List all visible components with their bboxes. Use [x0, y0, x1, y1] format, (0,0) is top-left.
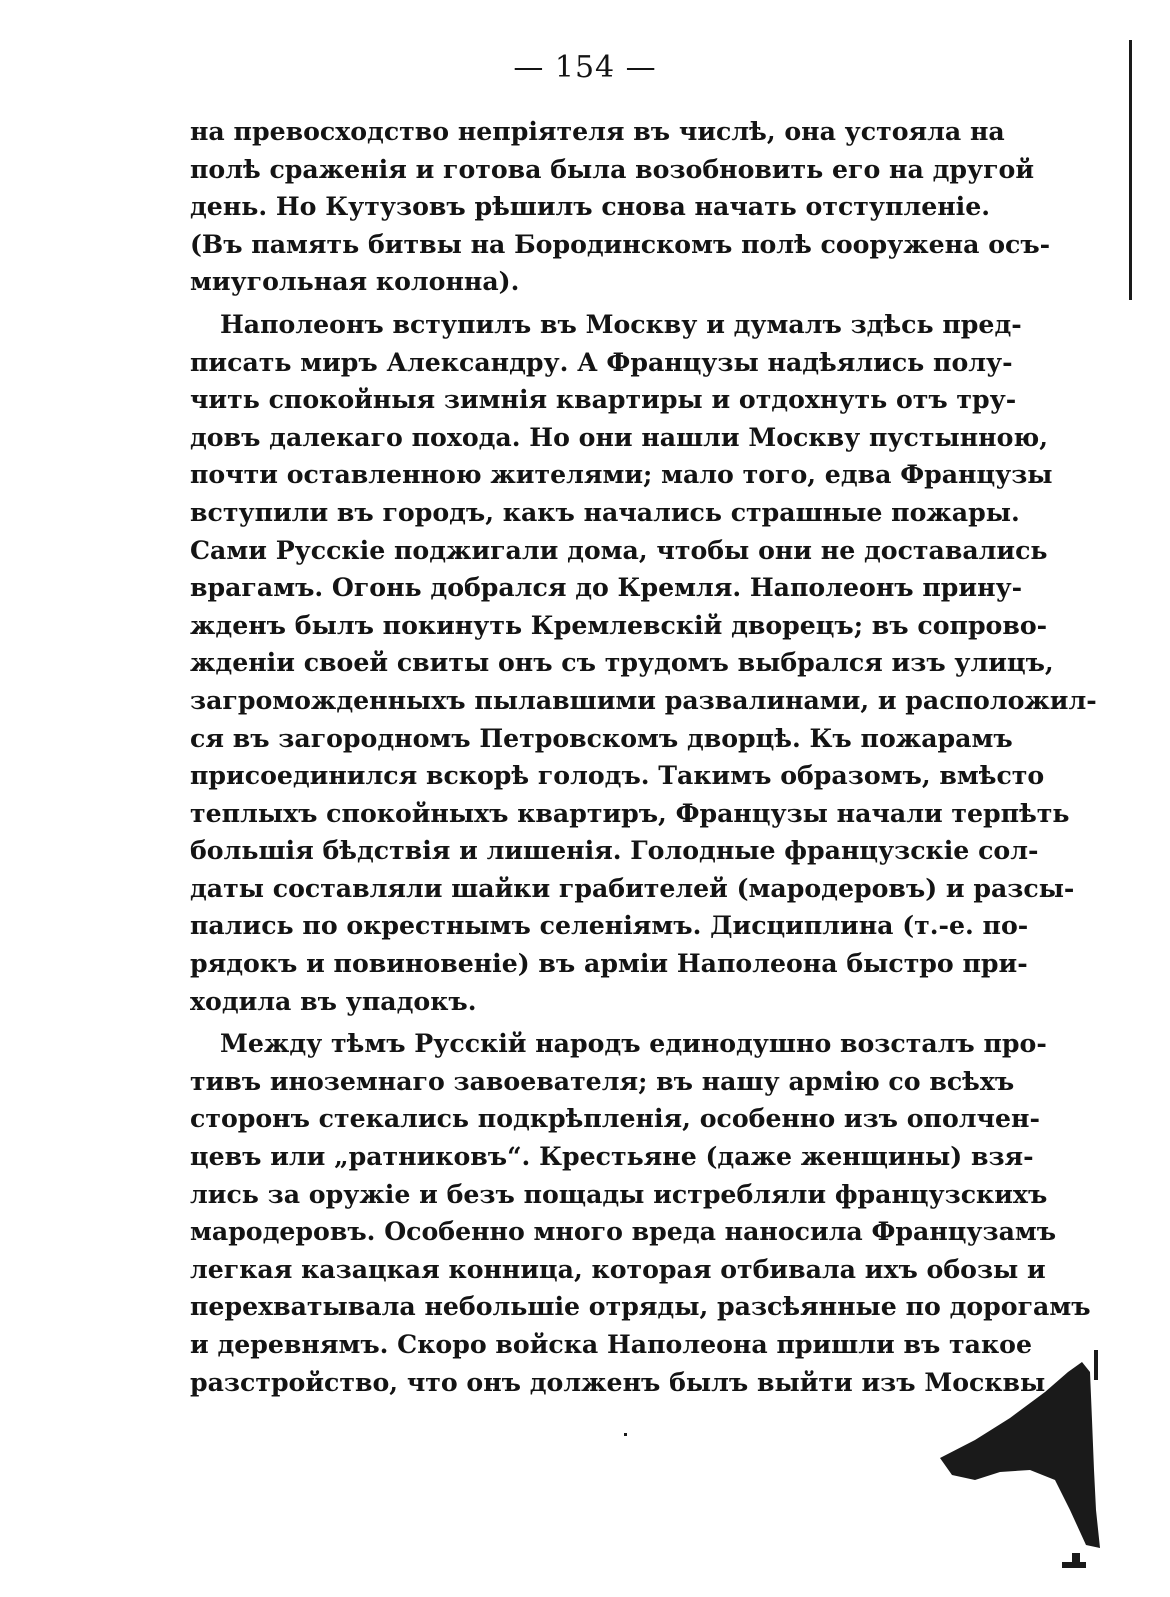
- text-line: большія бѣдствія и лишенія. Голодные французскіе сол-: [190, 835, 1039, 866]
- text-line: Сами Русскіе поджигали дома, чтобы они не доставались: [190, 534, 1048, 565]
- text-line: полѣ сраженія и готова была возобновить его на другой: [190, 153, 1035, 184]
- text-line: ходила въ упадокъ.: [190, 985, 477, 1016]
- text-line: загроможденныхъ пылавшими развалинами, и расположил-: [190, 684, 1097, 715]
- text-line: легкая казацкая конница, которая отбивала ихъ обозы и: [190, 1253, 1046, 1284]
- page-number: — 154 —: [513, 50, 657, 85]
- ink-speck: [1072, 1553, 1080, 1562]
- text-line: теплыхъ спокойныхъ квартиръ, Французы начали терпѣть: [190, 797, 1070, 828]
- text-line: писать миръ Александру. А Французы надѣялись полу-: [190, 346, 1013, 377]
- text-line: миугольная колонна).: [190, 266, 520, 297]
- text-line: на превосходство непріятеля въ числѣ, она устояла на: [190, 116, 1005, 146]
- text-line: присоединился вскорѣ голодъ. Такимъ образомъ, вмѣсто: [190, 760, 1045, 791]
- text-line: перехватывала небольшіе отряды, разсѣянные по дорогамъ: [190, 1291, 1091, 1322]
- text-line: пались по окрестнымъ селеніямъ. Дисциплина (т.-е. по-: [190, 910, 1029, 941]
- text-line: рядокъ и повиновеніе) въ арміи Наполеона быстро при-: [190, 948, 1028, 979]
- text-line: довъ далекаго похода. Но они нашли Москву пустынною,: [190, 421, 1048, 452]
- text-line: день. Но Кутузовъ рѣшилъ снова начать отступленіе.: [190, 191, 991, 222]
- ink-blot-shape: [940, 1362, 1100, 1548]
- text-line: почти оставленною жителями; мало того, едва Французы: [190, 459, 1053, 490]
- text-line: мародеровъ. Особенно много вреда наносила Французамъ: [190, 1216, 1057, 1247]
- text-line: жденъ былъ покинуть Кремлевскій дворецъ; въ сопрово-: [190, 609, 1048, 640]
- text-line: врагамъ. Огонь добрался до Кремля. Наполеонъ прину-: [190, 572, 1023, 603]
- text-line: и деревнямъ. Скоро войска Наполеона пришли въ такое: [190, 1329, 1032, 1359]
- text-line: цевъ или „ратниковъ“. Крестьяне (даже женщины) взя-: [190, 1141, 1034, 1172]
- ink-speck: [1062, 1562, 1086, 1568]
- text-line: разстройство, что онъ долженъ былъ выйти изъ Москвы: [190, 1366, 1046, 1397]
- text-line: тивъ иноземнаго завоевателя; въ нашу армію со всѣхъ: [190, 1065, 1015, 1096]
- text-line: вступили въ городъ, какъ начались страшные пожары.: [190, 496, 1020, 527]
- text-line: Между тѣмъ Русскій народъ единодушно возсталъ про-: [220, 1028, 1047, 1059]
- text-line: лись за оружіе и безъ пощады истребляли французскихъ: [190, 1178, 1048, 1209]
- text-line: ся въ загородномъ Петровскомъ дворцѣ. Къ пожарамъ: [190, 722, 1013, 753]
- text-line: даты составляли шайки грабителей (мародеровъ) и разсы-: [190, 872, 1075, 903]
- text-line: сторонъ стекались подкрѣпленія, особенно изъ ополчен-: [190, 1103, 1040, 1134]
- text-line: Наполеонъ вступилъ въ Москву и думалъ здѣсь пред-: [220, 308, 1022, 339]
- text-line: чить спокойныя зимнія квартиры и отдохнуть отъ тру-: [190, 384, 1017, 415]
- ink-speck: [1094, 1350, 1098, 1380]
- text-line: жденіи своей свиты онъ съ трудомъ выбрался изъ улицъ,: [190, 647, 1054, 678]
- ink-speck: [624, 1433, 627, 1436]
- text-line: (Въ память битвы на Бородинскомъ полѣ сооружена осъ-: [190, 228, 1051, 259]
